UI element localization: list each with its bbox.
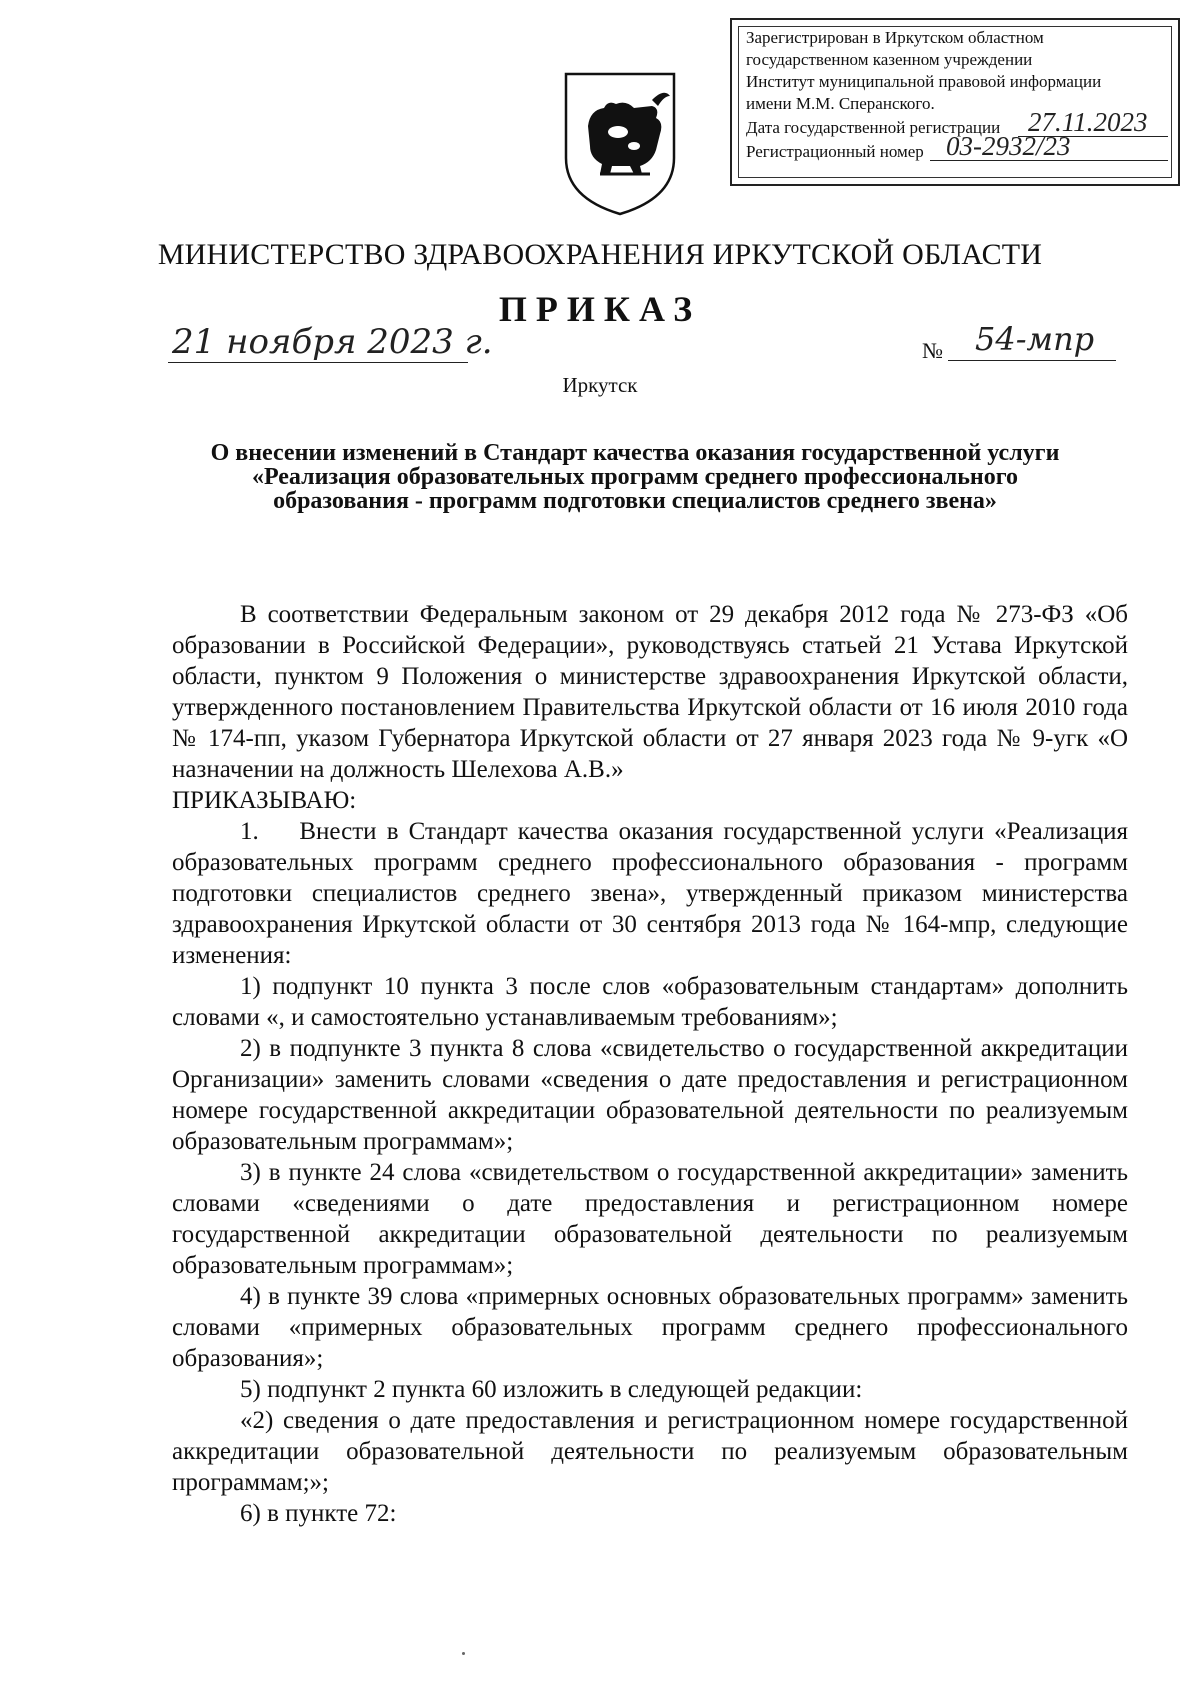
registration-stamp — [730, 18, 1180, 186]
stamp-number-value: 03-2932/23 — [946, 131, 1071, 161]
order-date: 21 ноября 2023 г. — [172, 322, 493, 362]
subitem-3-paragraph: 3) в пункте 24 слова «свидетельством о государственной аккредитации» заменить словами «сведениями о дате предоставления и регистрационном номере государственной аккредитации образовательной деятельности по реализуемым образовательным программам»; — [172, 1159, 1128, 1279]
order-number: 54-мпр — [975, 320, 1095, 358]
subitem-5-paragraph: 5) подпункт 2 пункта 60 изложить в следующей редакции: — [240, 1376, 863, 1403]
order-number-underline — [948, 360, 1116, 361]
subitem-4-paragraph: 4) в пункте 39 слова «примерных основных образовательных программ» заменить словами «примерных образовательных программ среднего профессионального образования»; — [172, 1283, 1128, 1372]
ministry-name: МИНИСТЕРСТВО ЗДРАВООХРАНЕНИЯ ИРКУТСКОЙ ОБЛАСТИ — [157, 238, 1043, 271]
preamble-paragraph: В соответствии Федеральным законом от 29 декабря 2012 года № 273-ФЗ «Об образовании в Российской Федерации», руководствуясь статьей 21 Устава Иркутской области, пунктом 9 Положения о министерстве здравоохранения Иркутской области, утвержденного постановлением Правительства Иркутской области от 16 июля 2010 года № 174-пп, указом Губернатора Иркутской области от 27 января 2023 года № 9-угк «О назначении на должность Шелехова А.В.» — [172, 601, 1128, 783]
subitem-5-quote-paragraph: «2) сведения о дате предоставления и регистрационном номере государственной аккредитации образовательной деятельности по реализуемым образовательным программам;»; — [172, 1407, 1128, 1496]
order-title: ПРИКАЗ — [498, 289, 702, 329]
stamp-date-label: Дата государственной регистрации — [746, 118, 1001, 137]
subitem-2-paragraph: 2) в подпункте 3 пункта 8 слова «свидетельство о государственной аккредитации Организации» заменить словами «сведения о дате предоставления и регистрационном номере государственной аккредитации образовательной деятельности по реализуемым образовательным программам»; — [172, 1035, 1128, 1155]
stamp-line-2: государственном казенном учреждении — [746, 50, 1033, 69]
subitem-6-paragraph: 6) в пункте 72: — [240, 1500, 397, 1527]
scan-speck — [462, 1652, 465, 1655]
order-number-label: № — [922, 338, 943, 363]
order-date-underline — [168, 362, 468, 363]
stamp-date-value: 27.11.2023 — [1028, 107, 1148, 137]
subitem-1-paragraph: 1) подпункт 10 пункта 3 после слов «образовательным стандартам» дополнить словами «, и самостоятельно устанавливаемым требованиям»; — [172, 973, 1128, 1031]
stamp-line-1: Зарегистрирован в Иркутском областном — [746, 28, 1044, 47]
stamp-line-4: имени М.М. Сперанского. — [746, 94, 935, 113]
item-1-paragraph: 1. Внести в Стандарт качества оказания государственной услуги «Реализация образовательных программ среднего профессионального образования - программ подготовки специалистов среднего звена», утвержденный приказом министерства здравоохранения Иркутской области от 30 сентября 2013 года № 164-мпр, следующие изменения: — [172, 818, 1135, 969]
coat-of-arms-emblem — [560, 70, 680, 218]
stamp-number-label: Регистрационный номер — [746, 142, 924, 161]
stamp-line-3: Институт муниципальной правовой информации — [746, 72, 1102, 91]
order-word: ПРИКАЗЫВАЮ: — [172, 787, 357, 814]
city: Иркутск — [562, 373, 638, 397]
document-heading: О внесении изменений в Стандарт качества оказания государственной услуги «Реализация образовательных программ среднего профессионального образования - программ подготовки специалистов среднего звена» — [210, 440, 1060, 514]
document-body — [172, 599, 1135, 1529]
